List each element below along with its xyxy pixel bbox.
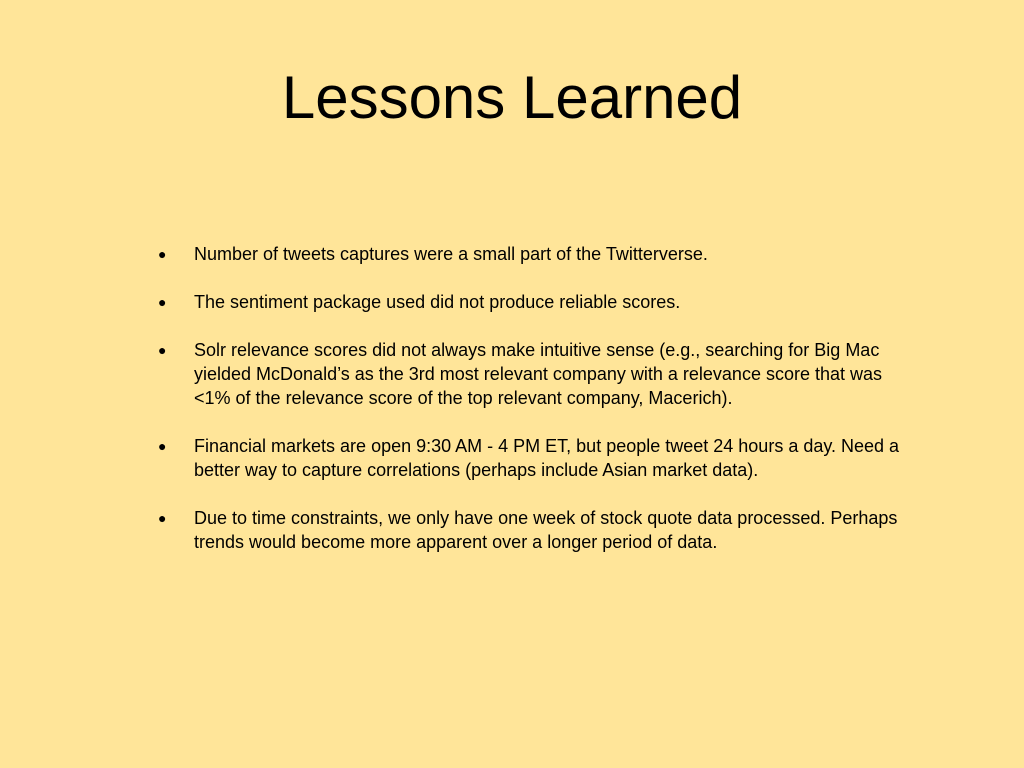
bullet-text: Number of tweets captures were a small part of the Twitterverse. xyxy=(194,244,708,264)
bullet-list xyxy=(158,242,918,578)
bullet-text: Due to time constraints, we only have one week of stock quote data processed. Perhaps trends would become more apparent over a longer period of data. xyxy=(194,508,898,552)
bullet-item xyxy=(158,242,918,266)
bullet-item xyxy=(158,290,918,314)
bullet-item xyxy=(158,434,918,482)
slide-title: Lessons Learned xyxy=(281,64,743,131)
bullet-dot-icon: ● xyxy=(158,510,167,526)
bullet-text: Financial markets are open 9:30 AM - 4 PM ET, but people tweet 24 hours a day. Need a better way to capture correlations (perhaps include Asian market data). xyxy=(194,436,900,480)
bullet-dot-icon: ● xyxy=(158,342,167,358)
bullet-dot-icon: ● xyxy=(158,438,167,454)
bullet-dot-icon: ● xyxy=(158,294,167,310)
bullet-item xyxy=(158,506,918,554)
bullet-text: The sentiment package used did not produce reliable scores. xyxy=(194,292,681,312)
bullet-item xyxy=(158,338,918,410)
bullet-dot-icon: ● xyxy=(158,246,167,262)
bullet-text: Solr relevance scores did not always make intuitive sense (e.g., searching for Big Mac yielded McDonald’s as the 3rd most relevant company with a relevance score that was <1% of the relevance score of the top relevant company, Macerich). xyxy=(194,340,883,408)
